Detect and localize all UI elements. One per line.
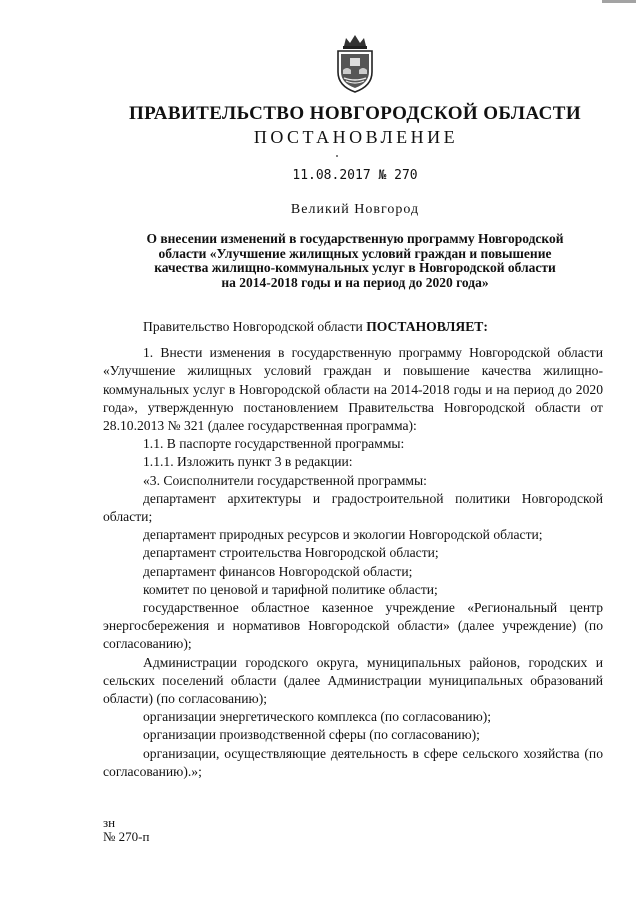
- co-executor-item: департамент природных ресурсов и экологии Новгородской области;: [143, 527, 543, 543]
- footer: [103, 816, 149, 844]
- title-line: области «Улучшение жилищных условий граждан и повышение: [158, 245, 552, 261]
- executor-initials: зн: [103, 815, 116, 830]
- novgorod-coat-of-arms-icon: [330, 32, 380, 96]
- co-executor-item: организации производственной сферы (по согласованию);: [143, 727, 480, 743]
- city: Великий Новгород: [290, 202, 420, 217]
- scan-mark: [602, 0, 636, 3]
- co-executor-item: государственное областное казенное учреждение «Региональный центр энергосбережения и нормативов Новгородской области» (далее учреждение) (по согласованию);: [103, 600, 603, 652]
- intro-paragraph: [103, 318, 603, 336]
- co-executor-item: департамент финансов Новгородской области;: [143, 563, 413, 579]
- co-executor-item: организации энергетического комплекса (по согласованию);: [143, 709, 492, 725]
- decree-word: ПОСТАНОВЛЯЕТ:: [366, 319, 488, 334]
- document-title: [112, 232, 598, 290]
- stamp-dot: [336, 155, 338, 157]
- co-executor-item: Администрации городского округа, муниципальных районов, городских и сельских поселений области (далее Администрации муниципальных образований области) (по согласованию);: [103, 654, 603, 707]
- title-line: О внесении изменений в государственную программу Новгородской: [146, 231, 564, 246]
- co-executor-item: комитет по ценовой и тарифной политике области;: [143, 581, 438, 597]
- paragraph-1-1-1: 1.1.1. Изложить пункт 3 в редакции:: [143, 454, 353, 470]
- paragraph-1-1: 1.1. В паспорте государственной программы:: [143, 436, 405, 452]
- co-executor-item: департамент строительства Новгородской области;: [143, 545, 439, 561]
- co-executor-item: организации, осуществляющие деятельность в сфере сельского хозяйства (по согласованию).»;: [103, 745, 603, 779]
- organization-title: ПРАВИТЕЛЬСТВО НОВГОРОДСКОЙ ОБЛАСТИ: [129, 103, 581, 124]
- document-body: [103, 318, 603, 781]
- paragraph-1: 1. Внести изменения в государственную программу Новгородской области «Улучшение жилищных условий граждан и повышение качества жилищно-коммунальных услуг в Новгородской области на 2014-2018 годы и на период до 2020 года», утвержденную постановлением Правительства Новгородской области от 28.10.2013 № 321 (далее государственная программа):: [103, 345, 603, 434]
- title-line: качества жилищно-коммунальных услуг в Новгородской области: [154, 260, 556, 275]
- title-line: на 2014-2018 годы и на период до 2020 года»: [221, 274, 489, 290]
- intro-text: Правительство Новгородской области: [143, 319, 367, 334]
- date-number: 11.08.2017 № 270: [292, 168, 418, 183]
- document-type: ПОСТАНОВЛЕНИЕ: [253, 127, 459, 147]
- paragraph-3: «3. Соисполнители государственной программы:: [143, 472, 427, 488]
- document-number: № 270-п: [103, 829, 150, 844]
- co-executor-item: департамент архитектуры и градостроительной политики Новгородской области;: [103, 490, 603, 525]
